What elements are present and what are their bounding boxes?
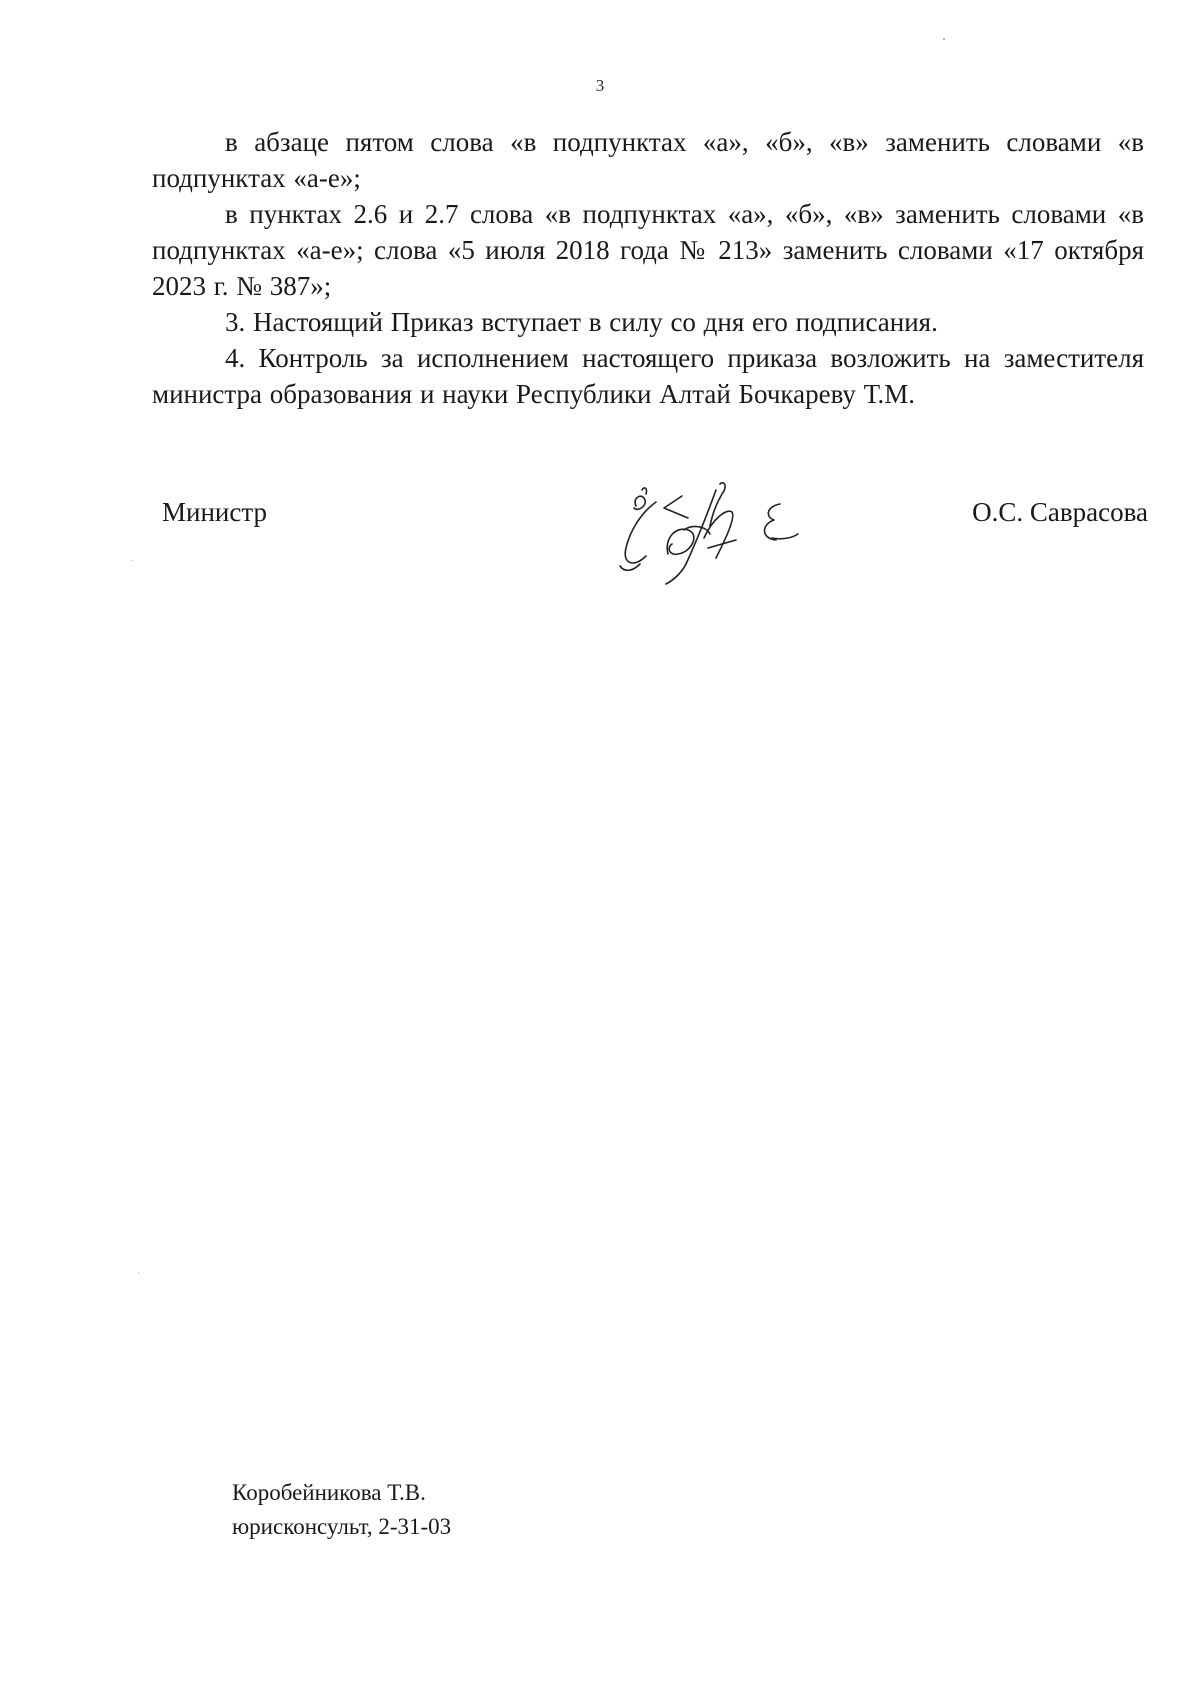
handwritten-signature	[612, 468, 822, 598]
executor-name: Коробейникова Т.В.	[232, 1480, 426, 1505]
paragraph-effective-date: 3. Настоящий Приказ вступает в силу со дня его подписания.	[225, 307, 938, 337]
signature-block	[0, 494, 1200, 614]
scan-speck	[943, 38, 945, 40]
paragraph-amendment-2: в пунктах 2.6 и 2.7 слова «в подпунктах «а», «б», «в» заменить словами «в подпунктах «а-е»; слова «5 июля 2018 года № 213» заменить словами «17 октября 2023 г. № 387»;	[152, 199, 1144, 301]
scan-speck	[132, 560, 133, 561]
signatory-title: Министр	[162, 497, 267, 527]
document-body	[152, 124, 1144, 412]
scan-speck	[138, 1272, 139, 1273]
page-number: 3	[595, 76, 605, 95]
signatory-name: О.С. Саврасова	[972, 497, 1148, 527]
paragraph-amendment-1: в абзаце пятом слова «в подпунктах «а», «б», «в» заменить словами «в подпунктах «а-е»;	[152, 127, 1144, 193]
executor-info	[232, 1476, 451, 1544]
paragraph-control: 4. Контроль за исполнением настоящего приказа возложить на заместителя министра образования и науки Республики Алтай Бочкареву Т.М.	[152, 343, 1144, 409]
executor-position-phone: юрисконсульт, 2-31-03	[232, 1514, 452, 1539]
